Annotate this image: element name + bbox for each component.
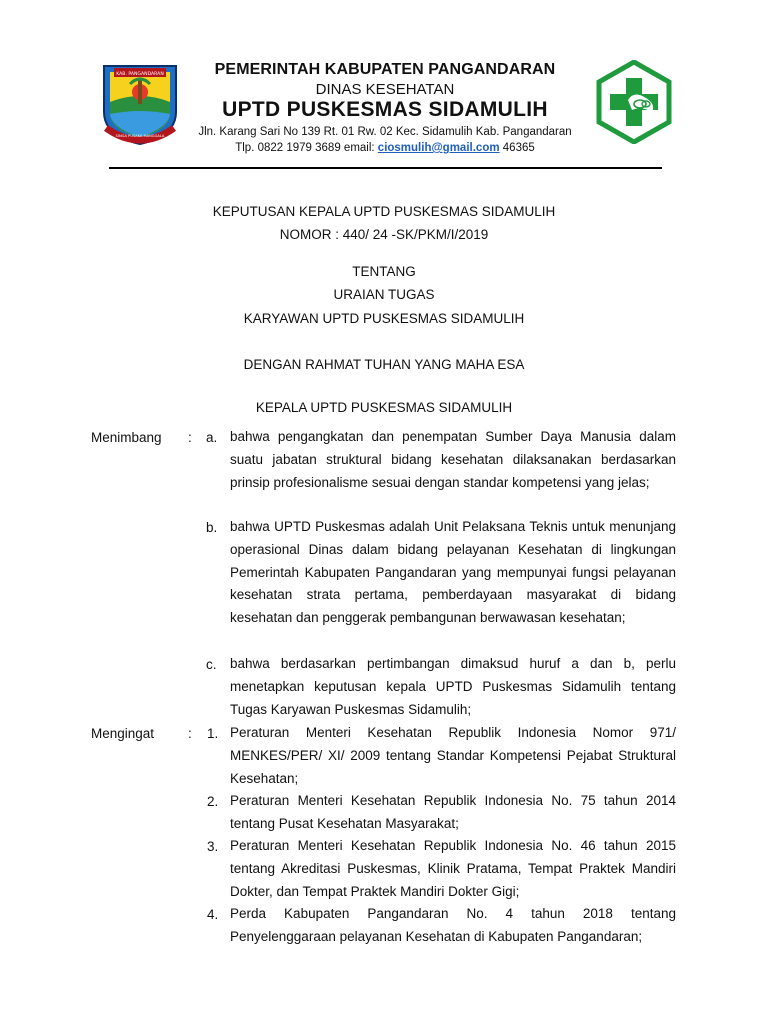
menimbang-marker: a. <box>206 430 218 445</box>
email-link[interactable]: ciosmulih@gmail.com <box>377 142 500 154</box>
mengingat-item: Peraturan Menteri Kesehatan Republik Indonesia Nomor 971/ MENKES/PER/ XI/ 2009 tentang Standar Kompetensi Pejabat Struktural Kesehatan; <box>230 725 676 786</box>
menimbang-item: bahwa pengangkatan dan penempatan Sumber Daya Manusia dalam suatu jabatan struktural bidang kesehatan dilaksanakan berdasarkan prinsip profesionalisme sesuai dengan standar kompetensi yang jelas; <box>230 429 676 490</box>
crest-motto-text: SINGA PUSAKA MANGGALA <box>115 134 165 138</box>
decree-number: NOMOR : 440/ 24 -SK/PKM/I/2019 <box>279 227 489 242</box>
mengingat-marker: 3. <box>207 839 219 854</box>
menimbang-colon: : <box>188 430 192 445</box>
about-heading: TENTANG <box>352 264 416 279</box>
blessing-line: DENGAN RAHMAT TUHAN YANG MAHA ESA <box>243 357 525 372</box>
menimbang-item: bahwa berdasarkan pertimbangan dimaksud huruf a dan b, perlu menetapkan keputusan kepala UPTD Puskesmas Sidamulih tentang Tugas Karyawan Puskesmas Sidamulih; <box>230 656 676 717</box>
mengingat-item: Peraturan Menteri Kesehatan Republik Indonesia No. 75 tahun 2014 tentang Pusat Kesehatan Masyarakat; <box>230 793 676 831</box>
subject-line-1: URAIAN TUGAS <box>333 287 435 302</box>
dept-name: DINAS KESEHATAN <box>315 81 455 98</box>
menimbang-marker: b. <box>206 520 218 535</box>
phone-text: Tlp. 0822 1979 3689 email: <box>235 142 378 154</box>
issuer-line: KEPALA UPTD PUSKESMAS SIDAMULIH <box>255 400 513 415</box>
decree-title: KEPUTUSAN KEPALA UPTD PUSKESMAS SIDAMULIH <box>212 204 556 219</box>
mengingat-item: Peraturan Menteri Kesehatan Republik Indonesia No. 46 tahun 2015 tentang Akreditasi Puskesmas, Klinik Pratama, Tempat Praktek Mandiri Dokter, dan Tempat Praktek Mandiri Dokter Gigi; <box>230 838 676 899</box>
mengingat-colon: : <box>188 726 192 741</box>
contact-line <box>170 142 600 154</box>
menimbang-label: Menimbang <box>91 430 162 445</box>
mengingat-marker: 1. <box>207 726 219 741</box>
letterhead-divider <box>109 167 662 169</box>
mengingat-item: Perda Kabupaten Pangandaran No. 4 tahun 2018 tentang Penyelenggaraan pelayanan Kesehatan di Kabupaten Pangandaran; <box>230 906 676 944</box>
postcode-text: 46365 <box>499 142 535 154</box>
subject-line-2: KARYAWAN UPTD PUSKESMAS SIDAMULIH <box>243 311 525 326</box>
institution-name: UPTD PUSKESMAS SIDAMULIH <box>222 98 548 121</box>
mengingat-marker: 4. <box>207 907 219 922</box>
mengingat-marker: 2. <box>207 794 219 809</box>
gov-name: PEMERINTAH KABUPATEN PANGANDARAN <box>214 61 556 78</box>
puskesmas-cross-logo <box>596 60 672 144</box>
menimbang-item: bahwa UPTD Puskesmas adalah Unit Pelaksana Teknis untuk menunjang operasional Dinas dalam bidang pelayanan Kesehatan di lingkungan Pemerintah Kabupaten Pangandaran yang mempunyai fungsi pelayanan kesehatan strata pertama, pemberdayaan masyarakat di bidang kesehatan dan penggerak pembangunan berwawasan kesehatan; <box>230 519 676 626</box>
crest-banner-text: KAB. PANGANDARAN <box>116 72 164 77</box>
menimbang-marker: c. <box>206 657 217 672</box>
mengingat-label: Mengingat <box>91 726 155 741</box>
address: Jln. Karang Sari No 139 Rt. 01 Rw. 02 Kec. Sidamulih Kab. Pangandaran <box>198 126 572 138</box>
